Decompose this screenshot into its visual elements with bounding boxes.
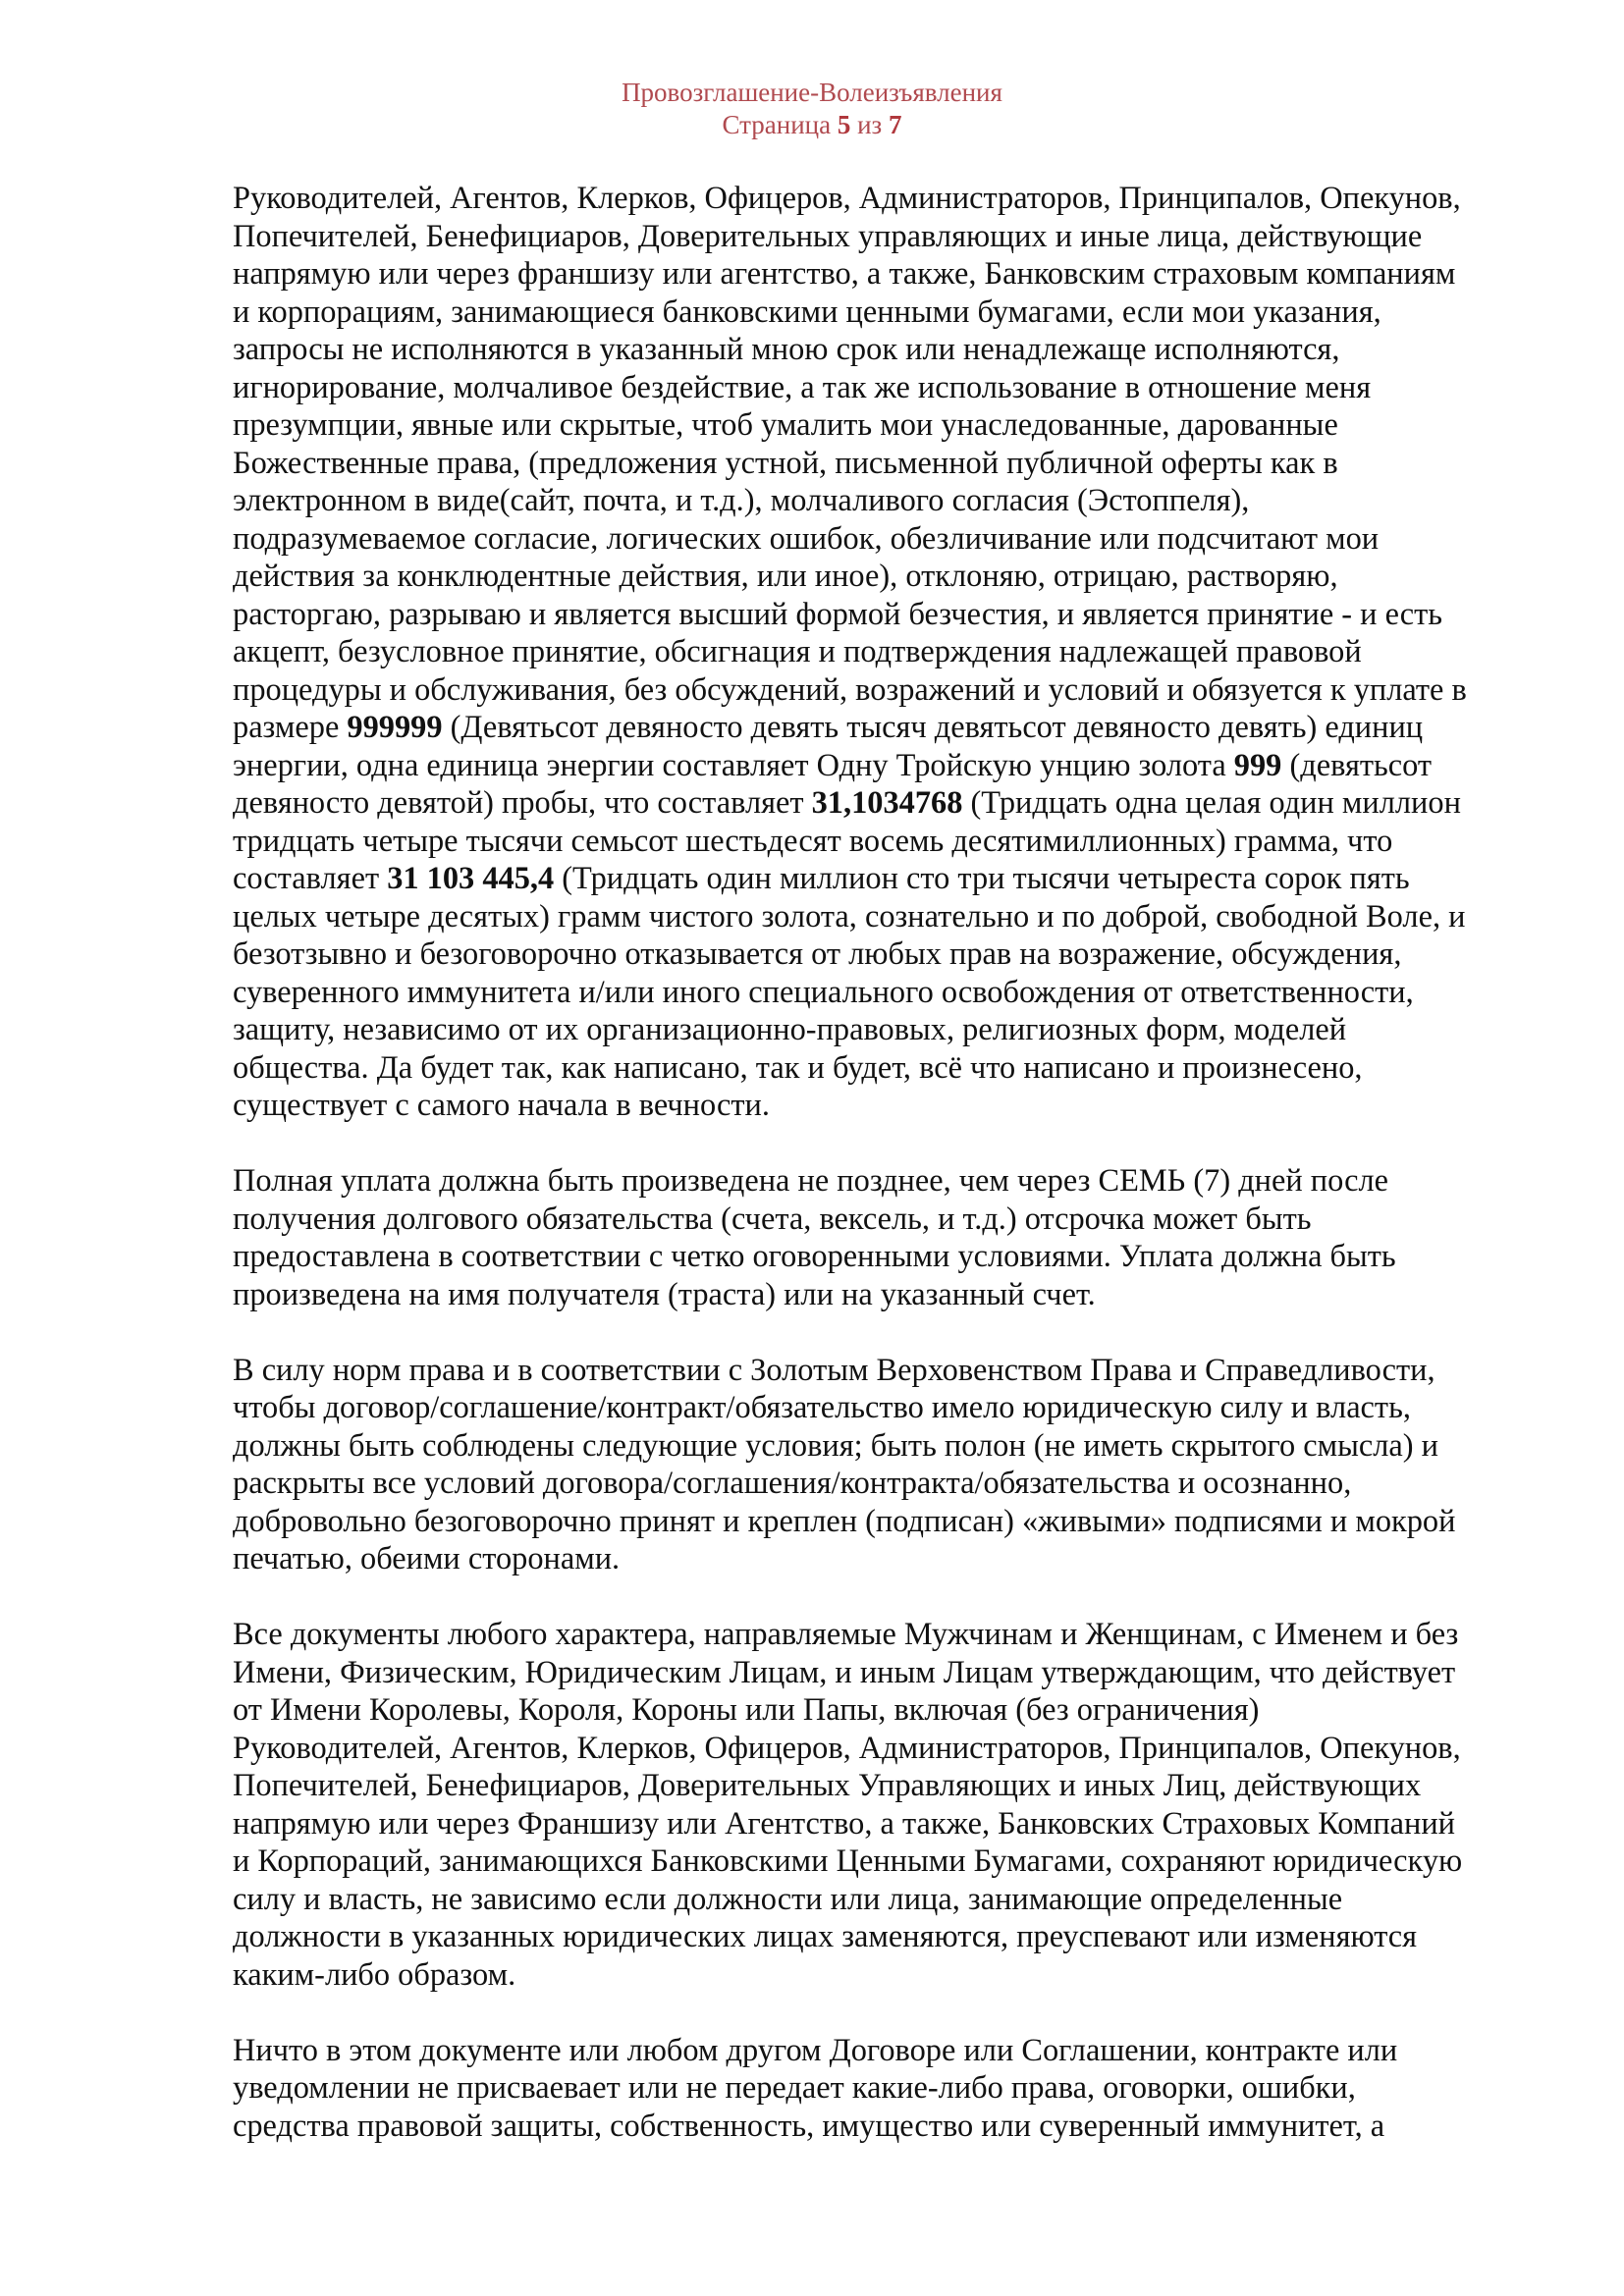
text-segment: и Корпораций, занимающихся Банковскими Ценными Бумагами, сохраняют юридическую	[233, 1843, 1463, 1879]
text-segment: Руководителей, Агентов, Клерков, Офицеров, Администраторов, Принципалов, Опекунов,	[233, 1730, 1461, 1766]
text-line	[233, 1389, 1543, 1427]
text-line	[233, 1616, 1543, 1654]
text-line	[233, 1842, 1543, 1881]
text-line	[233, 180, 1543, 218]
paragraph	[233, 1162, 1548, 1313]
text-segment: девяносто девятой) пробы, что составляет	[233, 785, 812, 821]
page-header	[0, 77, 1624, 141]
text-line	[233, 823, 1543, 861]
text-line	[233, 747, 1543, 785]
text-segment: действия за конклюдентные действия, или иное), отклоняю, отрицаю, растворяю,	[233, 559, 1338, 594]
text-segment: раскрыты все условий договора/соглашения/контракта/обязательства и осознанно,	[233, 1466, 1352, 1501]
page-separator: из	[857, 110, 883, 139]
page-current: 5	[837, 110, 851, 139]
text-segment: электронном в виде(сайт, почта, и т.д.), молчаливого согласия (Эстоппеля),	[233, 483, 1250, 518]
text-line	[233, 1049, 1543, 1088]
text-segment: расторгаю, разрываю и является высший формой безчестия, и является принятие - и есть	[233, 596, 1443, 632]
text-segment: тридцать четыре тысячи семьсот шестьдесят восемь десятимиллионных) грамма, что	[233, 823, 1393, 859]
text-line	[233, 1087, 1543, 1125]
text-line	[233, 558, 1543, 596]
text-segment: акцепт, безусловное принятие, обсигнация и подтверждения надлежащей правовой	[233, 634, 1362, 669]
text-line	[233, 1011, 1543, 1049]
text-segment: добровольно безоговорочно принят и креплен (подписан) «живыми» подписями и мокрой	[233, 1503, 1456, 1539]
text-segment: каким-либо образом.	[233, 1956, 516, 1993]
text-line	[233, 1201, 1543, 1239]
text-line	[233, 2069, 1543, 2108]
text-segment: получения долгового обязательства (счета, вексель, и т.д.) отсрочка может быть	[233, 1201, 1312, 1237]
text-line	[233, 406, 1543, 445]
page-label: Страница	[722, 110, 832, 139]
text-line	[233, 1427, 1543, 1466]
text-segment: и корпорациям, занимающиеся банковскими ценными бумагами, если мои указания,	[233, 294, 1381, 330]
text-line	[233, 2032, 1543, 2070]
text-segment: предоставлена в соответствии с четко оговоренными условиями. Уплата должна быть	[233, 1239, 1396, 1274]
text-segment: безотзывно и безоговорочно отказывается от любых прав на возражение, обсуждения,	[233, 936, 1402, 972]
text-segment: суверенного иммунитета и/или иного специального освобождения от ответственности,	[233, 974, 1414, 1010]
text-segment: составляет	[233, 861, 388, 896]
text-line	[233, 1352, 1543, 1390]
text-line	[233, 935, 1543, 974]
text-line	[233, 1465, 1543, 1503]
text-segment: Божественные права, (предложения устной, письменной публичной оферты как в	[233, 445, 1338, 481]
text-line	[233, 1503, 1543, 1541]
text-line	[233, 1276, 1543, 1314]
text-segment: силу и власть, не зависимо если должности или лица, занимающие определенные	[233, 1881, 1343, 1917]
text-segment: В силу норм права и в соответствии с Золотым Верховенством Права и Справедливости,	[233, 1352, 1435, 1388]
text-segment: защиту, независимо от их организационно-правовых, религиозных форм, моделей	[233, 1012, 1347, 1047]
bold-value: 31,1034768	[811, 785, 963, 821]
text-line	[233, 2108, 1543, 2146]
page-total: 7	[888, 110, 902, 139]
text-line	[233, 331, 1543, 369]
text-segment: общества. Да будет так, как написано, так и будет, всё что написано и произнесено,	[233, 1049, 1363, 1086]
text-line	[233, 1540, 1543, 1578]
text-segment: Все документы любого характера, направляемые Мужчинам и Женщинам, с Именем и без	[233, 1617, 1459, 1652]
text-segment: размере	[233, 710, 348, 745]
text-line	[233, 1238, 1543, 1276]
text-segment: игнорирование, молчаливое бездействие, а так же использование в отношение меня	[233, 369, 1372, 405]
document-title: Провозглашение-Волеизъявления	[622, 78, 1002, 107]
page-number	[0, 109, 1624, 141]
text-line	[233, 860, 1543, 898]
text-segment: чтобы договор/соглашение/контракт/обязательство имело юридическую силу и власть,	[233, 1390, 1411, 1425]
text-segment: Попечителей, Бенефициаров, Доверительных управляющих и иные лица, действующие	[233, 218, 1423, 254]
text-segment: печатью, обеими сторонами.	[233, 1541, 621, 1576]
paragraph	[233, 180, 1548, 1125]
text-line	[233, 784, 1543, 823]
text-segment: средства правовой защиты, собственность, имущество или суверенный иммунитет, а	[233, 2108, 1385, 2144]
text-line	[233, 369, 1543, 407]
bold-value: 999	[1233, 747, 1282, 783]
text-segment: целых четыре десятых) грамм чистого золота, сознательно и по доброй, свободной Воле, и	[233, 898, 1466, 934]
text-segment: презумпции, явные или скрытые, чтоб умалить мои унаследованные, дарованные	[233, 407, 1338, 443]
paragraph	[233, 2032, 1548, 2146]
bold-value: 31 103 445,4	[387, 861, 555, 896]
text-segment: Имени, Физическим, Юридическим Лицам, и иным Лицам утверждающим, что действует	[233, 1654, 1456, 1690]
text-segment: (Девятьсот девяносто девять тысяч девятьсот девяносто девять) единиц	[442, 710, 1424, 745]
text-segment: (Тридцать один миллион сто три тысячи четыреста сорок пять	[554, 861, 1410, 896]
paragraph	[233, 1616, 1548, 1994]
text-segment: уведомлении не присваевает или не передает какие-либо права, оговорки, ошибки,	[233, 2070, 1356, 2106]
text-line	[233, 1805, 1543, 1843]
text-line	[233, 898, 1543, 936]
text-segment: произведена на имя получателя (траста) или на указанный счет.	[233, 1276, 1096, 1312]
text-segment: от Имени Королевы, Короля, Короны или Папы, включая (без ограничения)	[233, 1692, 1260, 1728]
text-segment: Полная уплата должна быть произведена не позднее, чем через СЕМЬ (7) дней после	[233, 1163, 1389, 1199]
text-segment: запросы не исполняются в указанный мною срок или ненадлежаще исполняются,	[233, 332, 1340, 367]
text-line	[233, 1918, 1543, 1956]
text-line	[233, 974, 1543, 1012]
text-segment: существует с самого начала в вечности.	[233, 1088, 770, 1123]
text-line	[233, 1730, 1543, 1768]
text-line	[233, 445, 1543, 483]
text-segment: должности в указанных юридических лицах заменяются, преуспевают или изменяются	[233, 1919, 1418, 1954]
text-segment: процедуры и обслуживания, без обсуждений, возражений и условий и обязуется к уплате в	[233, 671, 1467, 708]
text-line	[233, 218, 1543, 256]
text-segment: энергии, одна единица энергии составляет Одну Тройскую унцию золота	[233, 747, 1234, 783]
document-body	[233, 180, 1548, 2183]
text-line	[233, 596, 1543, 634]
text-line	[233, 709, 1543, 747]
text-line	[233, 1162, 1543, 1201]
text-line	[233, 482, 1543, 520]
text-line	[233, 520, 1543, 559]
text-segment: Руководителей, Агентов, Клерков, Офицеров, Администраторов, Принципалов, Опекунов,	[233, 181, 1461, 216]
text-line	[233, 633, 1543, 671]
text-segment: (девятьсот	[1281, 747, 1433, 783]
text-segment: напрямую или через Франшизу или Агентство, а также, Банковских Страховых Компаний	[233, 1805, 1456, 1842]
text-segment: Попечителей, Бенефициаров, Доверительных Управляющих и иных Лиц, действующих	[233, 1768, 1422, 1803]
text-segment: напрямую или через франшизу или агентство, а также, Банковским страховым компаниям	[233, 256, 1456, 292]
text-segment: (Тридцать одна целая один миллион	[962, 785, 1461, 821]
text-line	[233, 1654, 1543, 1692]
text-line	[233, 1767, 1543, 1805]
text-line	[233, 1881, 1543, 1919]
text-line	[233, 255, 1543, 294]
text-segment: Ничто в этом документе или любом другом Договоре или Соглашении, контракте или	[233, 2032, 1398, 2068]
text-segment: должны быть соблюдены следующие условия; быть полон (не иметь скрытого смысла) и	[233, 1427, 1439, 1464]
text-segment: подразумеваемое согласие, логических ошибок, обезличивание или подсчитают мои	[233, 520, 1380, 557]
paragraph	[233, 1352, 1548, 1578]
text-line	[233, 294, 1543, 332]
text-line	[233, 1956, 1543, 1995]
text-line	[233, 671, 1543, 710]
text-line	[233, 1691, 1543, 1730]
bold-value: 999999	[347, 710, 443, 745]
